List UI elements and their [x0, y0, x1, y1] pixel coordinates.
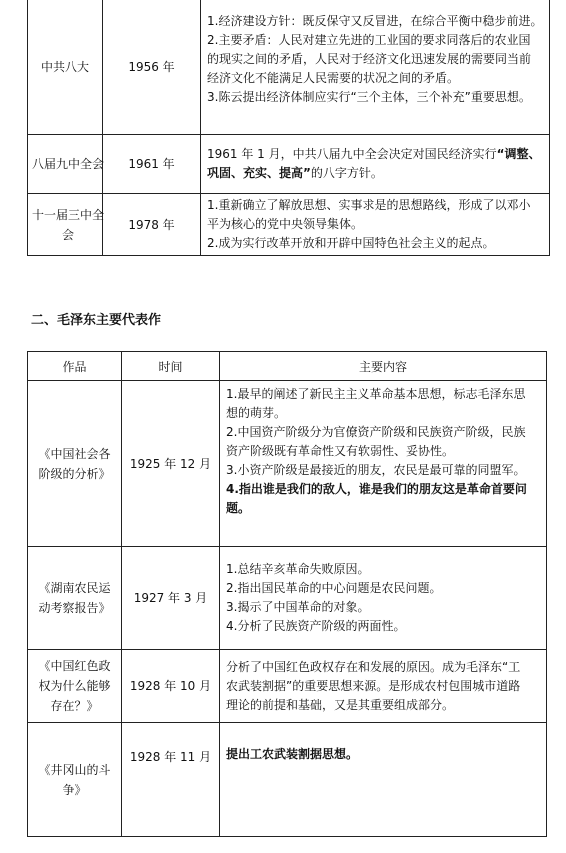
meeting-year: 1956 年 — [103, 0, 201, 135]
content-line: 1.经济建设方针：既反保守又反冒进，在综合平衡中稳步前进。 — [207, 14, 543, 28]
content-text-bold: “调整、 — [496, 147, 541, 161]
content-line — [207, 164, 549, 183]
work-title — [28, 650, 122, 723]
work-time: 1928 年 11 月 — [122, 723, 220, 837]
table-row — [28, 381, 547, 547]
work-title — [28, 723, 122, 837]
content-line: 2.中国资产阶级分为官僚资产阶级和民族资产阶级，民族 — [226, 425, 526, 439]
content-line: 的现实之间的矛盾，人民对于经济文化迅速发展的需要同当前 — [207, 52, 532, 66]
content-line: 分析了中国红色政权存在和发展的原因。成为毛泽东“工 — [226, 659, 521, 674]
work-title-text: 《中国红色政权为什么能够存在？》 — [38, 659, 111, 713]
meeting-content — [201, 0, 550, 135]
table-row — [28, 194, 550, 256]
works-table — [27, 351, 547, 837]
work-content — [220, 650, 547, 723]
content-text-bold: 巩固、充实、提高” — [207, 166, 311, 180]
meeting-year: 1961 年 — [103, 135, 201, 194]
table-row — [28, 0, 550, 135]
content-line: 2.主要矛盾：人民对建立先进的工业国的要求同落后的农业国 — [207, 33, 531, 47]
content-line: 1.总结辛亥革命失败原因。 — [226, 562, 370, 576]
table-row — [28, 547, 547, 650]
meeting-name-text: 八届九中全会 — [31, 157, 104, 171]
content-line: 资产阶级既有革命性又有软弱性、妥协性。 — [226, 444, 455, 458]
meeting-content — [201, 194, 550, 256]
work-title-text: 《湖南农民运动考察报告》 — [38, 581, 111, 615]
content-line: 4.指出谁是我们的敌人，谁是我们的朋友这是革命首要问 — [226, 482, 527, 496]
meeting-name — [28, 194, 103, 256]
work-content — [220, 381, 547, 547]
content-line: 理论的前提和基础，又是其重要组成部分。 — [226, 697, 455, 712]
work-title-text: 《井冈山的斗争》 — [38, 762, 111, 797]
work-content — [220, 723, 547, 837]
content-line: 1.重新确立了解放思想、实事求是的思想路线，形成了以邓小 — [207, 198, 531, 212]
content-line: 2.成为实行改革开放和开辟中国特色社会主义的起点。 — [207, 236, 495, 250]
table-row — [28, 650, 547, 723]
header-time: 时间 — [122, 352, 220, 381]
header-work: 作品 — [28, 352, 122, 381]
content-line: 经济文化不能满足人民需要的状况之间的矛盾。 — [207, 71, 460, 85]
content-line — [207, 145, 549, 164]
table-row — [28, 135, 550, 194]
content-line: 农武装割据”的重要思想来源。是形成农村包围城市道路 — [226, 678, 521, 693]
content-line: 2.指出国民革命的中心问题是农民问题。 — [226, 581, 442, 595]
work-content — [220, 547, 547, 650]
meeting-name-text: 十一届三中全会 — [31, 207, 104, 242]
meeting-name — [28, 135, 103, 194]
work-title — [28, 381, 122, 547]
work-title — [28, 547, 122, 650]
section-heading: 二、毛泽东主要代表作 — [31, 313, 162, 328]
work-title-text: 《中国社会各阶级的分析》 — [38, 446, 111, 481]
content-line: 提出工农武装割据思想。 — [226, 747, 359, 761]
work-time: 1928 年 10 月 — [122, 650, 220, 723]
table-row — [28, 723, 547, 837]
content-line: 题。 — [226, 501, 251, 515]
content-line: 4.分析了民族资产阶级的两面性。 — [226, 619, 406, 633]
content-text: 的八字方针。 — [310, 166, 383, 180]
content-line: 3.小资产阶级是最接近的朋友，农民是最可靠的同盟军。 — [226, 463, 526, 477]
content-line: 平为核心的党中央领导集体。 — [207, 217, 364, 231]
content-text: 1961 年 1 月，中共八届九中全会决定对国民经济实行 — [207, 147, 497, 161]
meeting-content — [201, 135, 550, 194]
meetings-table — [27, 0, 550, 256]
work-time: 1927 年 3 月 — [122, 547, 220, 650]
header-content: 主要内容 — [220, 352, 547, 381]
content-line: 3.揭示了中国革命的对象。 — [226, 600, 370, 614]
content-line: 1.最早的阐述了新民主主义革命基本思想，标志毛泽东思 — [226, 387, 526, 401]
table-header-row — [28, 352, 547, 381]
content-line: 想的萌芽。 — [226, 406, 287, 420]
meeting-name: 中共八大 — [28, 0, 103, 135]
content-line: 3.陈云提出经济体制应实行“三个主体，三个补充”重要思想。 — [207, 90, 531, 104]
work-time: 1925 年 12 月 — [122, 381, 220, 547]
meeting-year: 1978 年 — [103, 194, 201, 256]
